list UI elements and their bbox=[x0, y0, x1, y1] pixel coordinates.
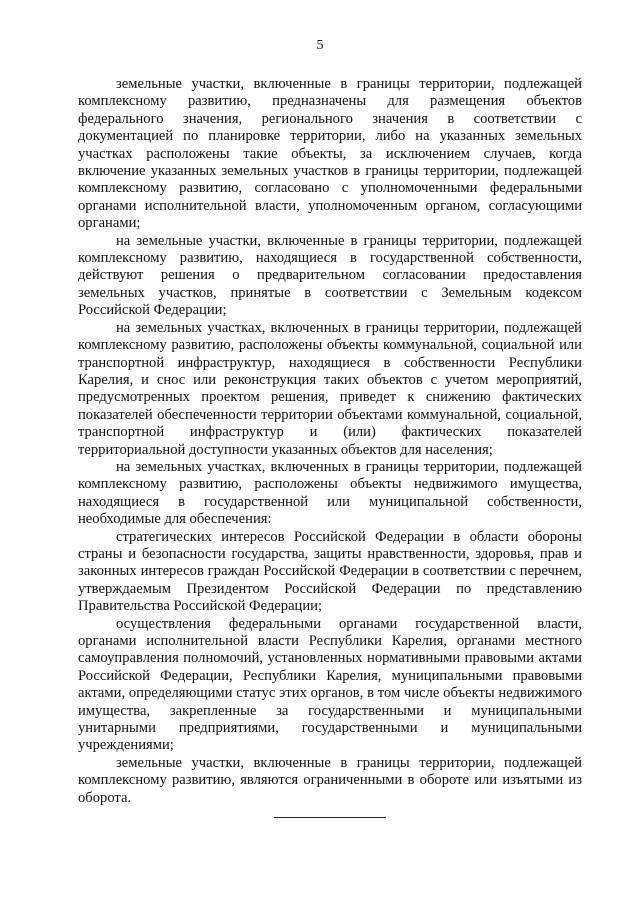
paragraph-infrastructure-objects: на земельных участках, включенных в границы территории, подлежащей комплексному развитию, расположены объекты коммунальной, социальной или транспортной инфраструктур, находящиеся в собственности Республики Карелия, и снос или реконструкция таких объектов с учетом мероприятий, предусмотренных проектом решения, приведет к снижению фактических показателей обеспеченности территории объектами коммунальной, социальной, транспортной инфраструктур и (или) фактических показателей территориальной доступности указанных объектов для населения; bbox=[78, 319, 582, 458]
document-body bbox=[78, 76, 582, 807]
paragraph-preliminary-approval-decisions: на земельные участки, включенные в границы территории, подлежащей комплексному развитию, находящиеся в государственной собственности, действуют решения о предварительном согласовании предоставления земельных участков, принятые в соответствии с Земельным кодексом Российской Федерации; bbox=[78, 232, 582, 319]
page-number: 5 bbox=[316, 38, 324, 53]
end-separator-line bbox=[274, 817, 386, 818]
paragraph-restricted-circulation: земельные участки, включенные в границы территории, подлежащей комплексному развитию, являются ограниченными в обороте или изъятыми из оборота. bbox=[78, 754, 582, 806]
paragraph-strategic-interests: стратегических интересов Российской Федерации в области обороны страны и безопасности государства, защиты нравственности, здоровья, прав и законных интересов граждан Российской Федерации в соответствии с перечнем, утверждаемым Президентом Российской Федерации по представлению Правительства Российской Федерации; bbox=[78, 528, 582, 615]
paragraph-land-plots-federal-objects: земельные участки, включенные в границы территории, подлежащей комплексному развитию, предназначены для размещения объектов федерального значения, регионального значения в соответствии с документацией по планировке территории, либо на указанных земельных участках расположены такие объекты, за исключением случаев, когда включение указанных земельных участков в границы территории, подлежащей комплексному развитию, согласовано с уполномоченными федеральными органами исполнительной власти, уполномоченным органом, согласующими органами; bbox=[78, 76, 582, 232]
paragraph-authorities-powers: осуществления федеральными органами государственной власти, органами исполнительной власти Республики Карелия, органами местного самоуправления полномочий, установленных нормативными правовыми актами Российской Федерации, Республики Карелия, муниципальными правовыми актами, определяющими статус этих органов, в том числе объекты недвижимого имущества, закрепленные за государственными и муниципальными унитарными предприятиями, государственными и муниципальными учреждениями; bbox=[78, 615, 582, 754]
paragraph-real-estate-objects: на земельных участках, включенных в границы территории, подлежащей комплексному развитию, расположены объекты недвижимого имущества, находящиеся в государственной или муниципальной собственности, необходимые для обеспечения: bbox=[78, 458, 582, 528]
